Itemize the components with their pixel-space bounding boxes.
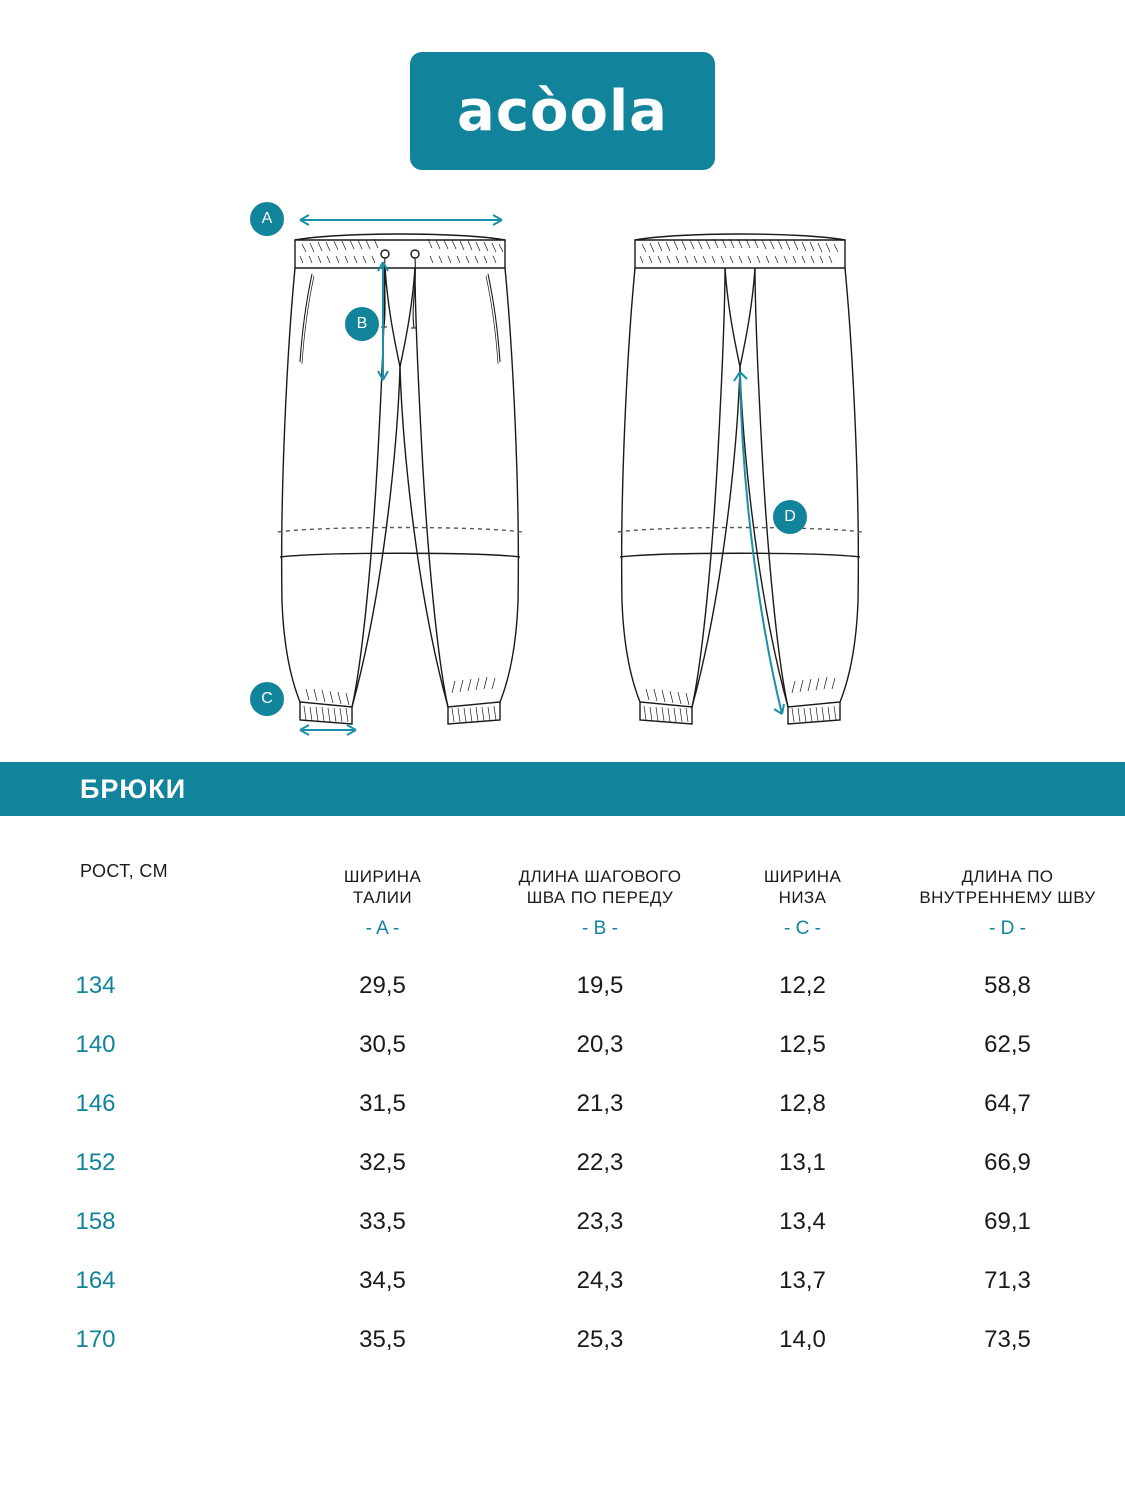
letter-cell-empty xyxy=(0,912,280,956)
page-title: БРЮКИ xyxy=(80,773,187,804)
cell-inseam-length: 71,3 xyxy=(984,1266,1031,1294)
cell-inseam-length: 66,9 xyxy=(984,1148,1031,1176)
cell-inseam-length: 58,8 xyxy=(984,971,1031,999)
garment-technical-drawing xyxy=(0,202,1125,762)
cell-inseam-length: 69,1 xyxy=(984,1207,1031,1235)
cell-hem-width: 13,7 xyxy=(779,1266,826,1294)
size-table xyxy=(0,816,1125,1369)
cell-waist-width: 35,5 xyxy=(359,1325,406,1353)
column-header-inseam-length-line1: ДЛИНА ПО xyxy=(961,866,1054,886)
table-row xyxy=(0,1015,1125,1074)
cell-waist-width: 29,5 xyxy=(359,971,406,999)
column-header-front-rise-line1: ДЛИНА ШАГОВОГО xyxy=(518,866,682,886)
column-header-inseam-length-line2: ВНУТРЕННЕМУ ШВУ xyxy=(919,887,1096,907)
cell-front-rise: 21,3 xyxy=(576,1089,624,1117)
table-body xyxy=(0,956,1125,1369)
cell-height: 158 xyxy=(75,1207,116,1235)
cell-hem-width: 12,5 xyxy=(779,1030,826,1058)
column-header-hem-width-line1: ШИРИНА xyxy=(763,866,842,886)
pants-schematic-svg xyxy=(0,202,1125,762)
table-row xyxy=(0,1133,1125,1192)
cell-inseam-length: 64,7 xyxy=(984,1089,1031,1117)
column-header-waist-width-line1: ШИРИНА xyxy=(343,866,422,886)
cell-inseam-length: 62,5 xyxy=(984,1030,1031,1058)
table-row xyxy=(0,1074,1125,1133)
cell-front-rise: 24,3 xyxy=(576,1266,624,1294)
cell-front-rise: 22,3 xyxy=(576,1148,624,1176)
column-header-hem-width-line2: НИЗА xyxy=(778,887,827,907)
letter-cell-d: - D - xyxy=(989,918,1026,939)
cell-hem-width: 13,1 xyxy=(779,1148,826,1176)
column-header-height: РОСТ, СМ xyxy=(80,860,169,881)
cell-height: 140 xyxy=(75,1030,116,1058)
cell-height: 134 xyxy=(75,971,116,999)
cell-waist-width: 33,5 xyxy=(359,1207,406,1235)
letter-cell-a: - A - xyxy=(365,918,400,939)
table-header-row xyxy=(0,816,1125,912)
cell-waist-width: 30,5 xyxy=(359,1030,406,1058)
measurement-marker-d: D xyxy=(773,500,807,534)
table-row xyxy=(0,1251,1125,1310)
cell-hem-width: 13,4 xyxy=(779,1207,826,1235)
column-header-waist-width xyxy=(280,816,485,912)
column-header-hem-width xyxy=(715,816,890,912)
cell-front-rise: 25,3 xyxy=(576,1325,624,1353)
cell-waist-width: 34,5 xyxy=(359,1266,406,1294)
cell-front-rise: 19,5 xyxy=(576,971,624,999)
table-row xyxy=(0,1310,1125,1369)
table-letter-row xyxy=(0,912,1125,956)
cell-waist-width: 32,5 xyxy=(359,1148,406,1176)
cell-hem-width: 12,8 xyxy=(779,1089,826,1117)
cell-inseam-length: 73,5 xyxy=(984,1325,1031,1353)
cell-hem-width: 12,2 xyxy=(779,971,826,999)
size-table-title-bar xyxy=(0,762,1125,816)
measurement-marker-a: A xyxy=(250,202,284,236)
cell-hem-width: 14,0 xyxy=(779,1325,826,1353)
table-row xyxy=(0,956,1125,1015)
brand-logo-box xyxy=(410,52,715,170)
letter-cell-b: - B - xyxy=(582,918,618,939)
brand-logo-text: acòola xyxy=(457,78,668,144)
column-header-waist-width-line2: ТАЛИИ xyxy=(352,887,413,907)
measurement-marker-b: B xyxy=(345,307,379,341)
cell-front-rise: 23,3 xyxy=(576,1207,624,1235)
cell-height: 146 xyxy=(75,1089,116,1117)
letter-cell-c: - C - xyxy=(784,918,821,939)
column-header-inseam-length xyxy=(890,816,1125,912)
cell-front-rise: 20,3 xyxy=(576,1030,624,1058)
column-header-front-rise-line2: ШВА ПО ПЕРЕДУ xyxy=(526,887,674,907)
cell-height: 164 xyxy=(75,1266,116,1294)
brand-logo-container xyxy=(0,0,1125,170)
measurement-marker-c: C xyxy=(250,682,284,716)
table-row xyxy=(0,1192,1125,1251)
cell-height: 152 xyxy=(75,1148,116,1176)
cell-waist-width: 31,5 xyxy=(359,1089,406,1117)
cell-height: 170 xyxy=(75,1325,116,1353)
column-header-front-rise xyxy=(485,816,715,912)
